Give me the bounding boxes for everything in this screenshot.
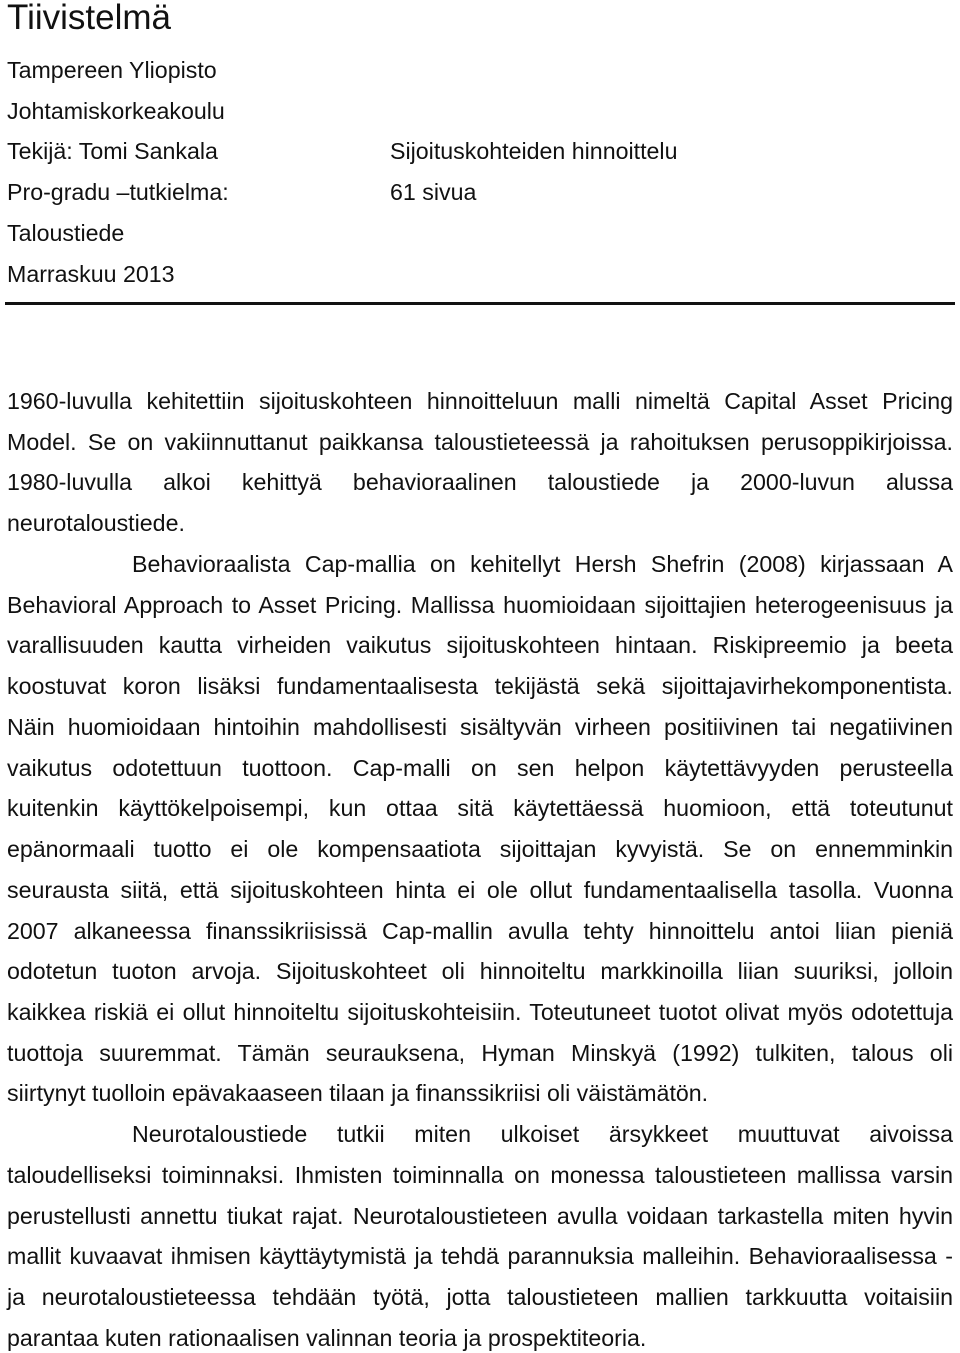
header-divider — [5, 302, 955, 305]
school-label: Johtamiskorkeakoulu — [7, 97, 225, 124]
text-line: tuottoja suuremmat. Tämän seurauksena, Hyman Minskyä (1992) tulkiten, talous oli — [7, 1039, 953, 1066]
text-line: taloudelliseksi toiminnaksi. Ihmisten toiminnalla on monessa taloustieteen mallissa varsin — [7, 1161, 953, 1188]
text-line: varallisuuden kautta virheiden vaikutus sijoituskohteen hintaan. Riskipreemio ja beeta — [7, 632, 953, 659]
text-line: parantaa kuten rationaalisen valinnan teoria ja prospektiteoria. — [7, 1324, 647, 1351]
text-line: kaikkea riskiä ei ollut hinnoiteltu sijoituskohteisiin. Toteutuneet tuotot olivat myös odotettuja — [7, 999, 953, 1026]
thesis-type-label: Pro-gradu –tutkielma: — [7, 179, 229, 206]
text-line: kuitenkin käyttökelpoisempi, kun ottaa sitä käytettäessä huomioon, että toteutunut — [7, 795, 953, 822]
text-line: 2007 alkaneessa finanssikriisissä Cap-mallin avulla tehty hinnoittelu antoi liian pieniä — [7, 917, 953, 944]
paragraph-1 — [7, 388, 953, 537]
text-line: Behavioraalista Cap-mallia on kehitellyt Hersh Shefrin (2008) kirjassaan A — [132, 550, 953, 577]
page-count-label: 61 sivua — [390, 179, 477, 206]
text-line: ja neurotaloustieteessa tehdään työtä, jotta taloustieteen mallien tarkkuutta voitaisiin — [7, 1284, 953, 1311]
university-label: Tampereen Yliopisto — [7, 57, 217, 83]
abstract-body — [7, 388, 953, 1352]
text-line: koostuvat koron lisäksi fundamentaalisesta tekijästä sekä sijoittajavirhekomponentista. — [7, 673, 953, 700]
text-line: Neurotaloustiede tutkii miten ulkoiset ärsykkeet muuttuvat aivoissa — [132, 1121, 953, 1148]
text-line: epänormaali tuotto ei ole kompensaatiota sijoittajan kyvyistä. Se on ennemminkin — [7, 836, 953, 863]
text-line: siirtynyt tuolloin epävakaaseen tilaan ja finanssikriisi oli väistämätön. — [7, 1080, 709, 1107]
text-line: Näin huomioidaan hintoihin mahdollisesti sisältyvän virheen positiivinen tai negatiivinen — [7, 713, 953, 740]
date-label: Marraskuu 2013 — [7, 260, 175, 287]
text-line: vaikutus odotettuun tuottoon. Cap-malli on sen helpon käytettävyyden perusteella — [7, 754, 953, 781]
text-line: 1980-luvulla alkoi kehittyä behavioraalinen taloustiede ja 2000-luvun alussa — [7, 469, 953, 496]
text-line: perustellusti annettu tiukat rajat. Neurotaloustieteen avulla voidaan tarkastella miten hyvin — [7, 1202, 953, 1229]
text-line: Behavioral Approach to Asset Pricing. Mallissa huomioidaan sijoittajien heterogeenisuus ja — [7, 591, 953, 618]
paragraph-3 — [7, 1121, 953, 1352]
text-line: neurotaloustiede. — [7, 510, 185, 537]
text-line: 1960-luvulla kehitettiin sijoituskohteen hinnoitteluun malli nimeltä Capital Asset Pricing — [7, 388, 953, 414]
text-line: mallit kuvaavat ihmisen käyttäytymistä ja tehdä parannuksia malleihin. Behavioraalisessa - — [7, 1243, 953, 1270]
thesis-title-label: Sijoituskohteiden hinnoittelu — [390, 138, 678, 165]
text-line: Model. Se on vakiinnuttanut paikkansa taloustieteessä ja rahoituksen perusoppikirjoissa. — [7, 428, 953, 455]
author-label: Tekijä: Tomi Sankala — [7, 138, 218, 165]
paragraph-2 — [7, 551, 953, 1108]
page-title: Tiivistelmä — [7, 0, 171, 37]
text-line: odotetun tuoton arvoja. Sijoituskohteet oli hinnoiteltu markkinoilla liian suuriksi, jolloin — [7, 958, 953, 985]
subject-label: Taloustiede — [7, 219, 125, 246]
text-line: seurausta siitä, että sijoituskohteen hinta ei ole ollut fundamentaalisella tasolla. Vuonna — [7, 876, 953, 903]
